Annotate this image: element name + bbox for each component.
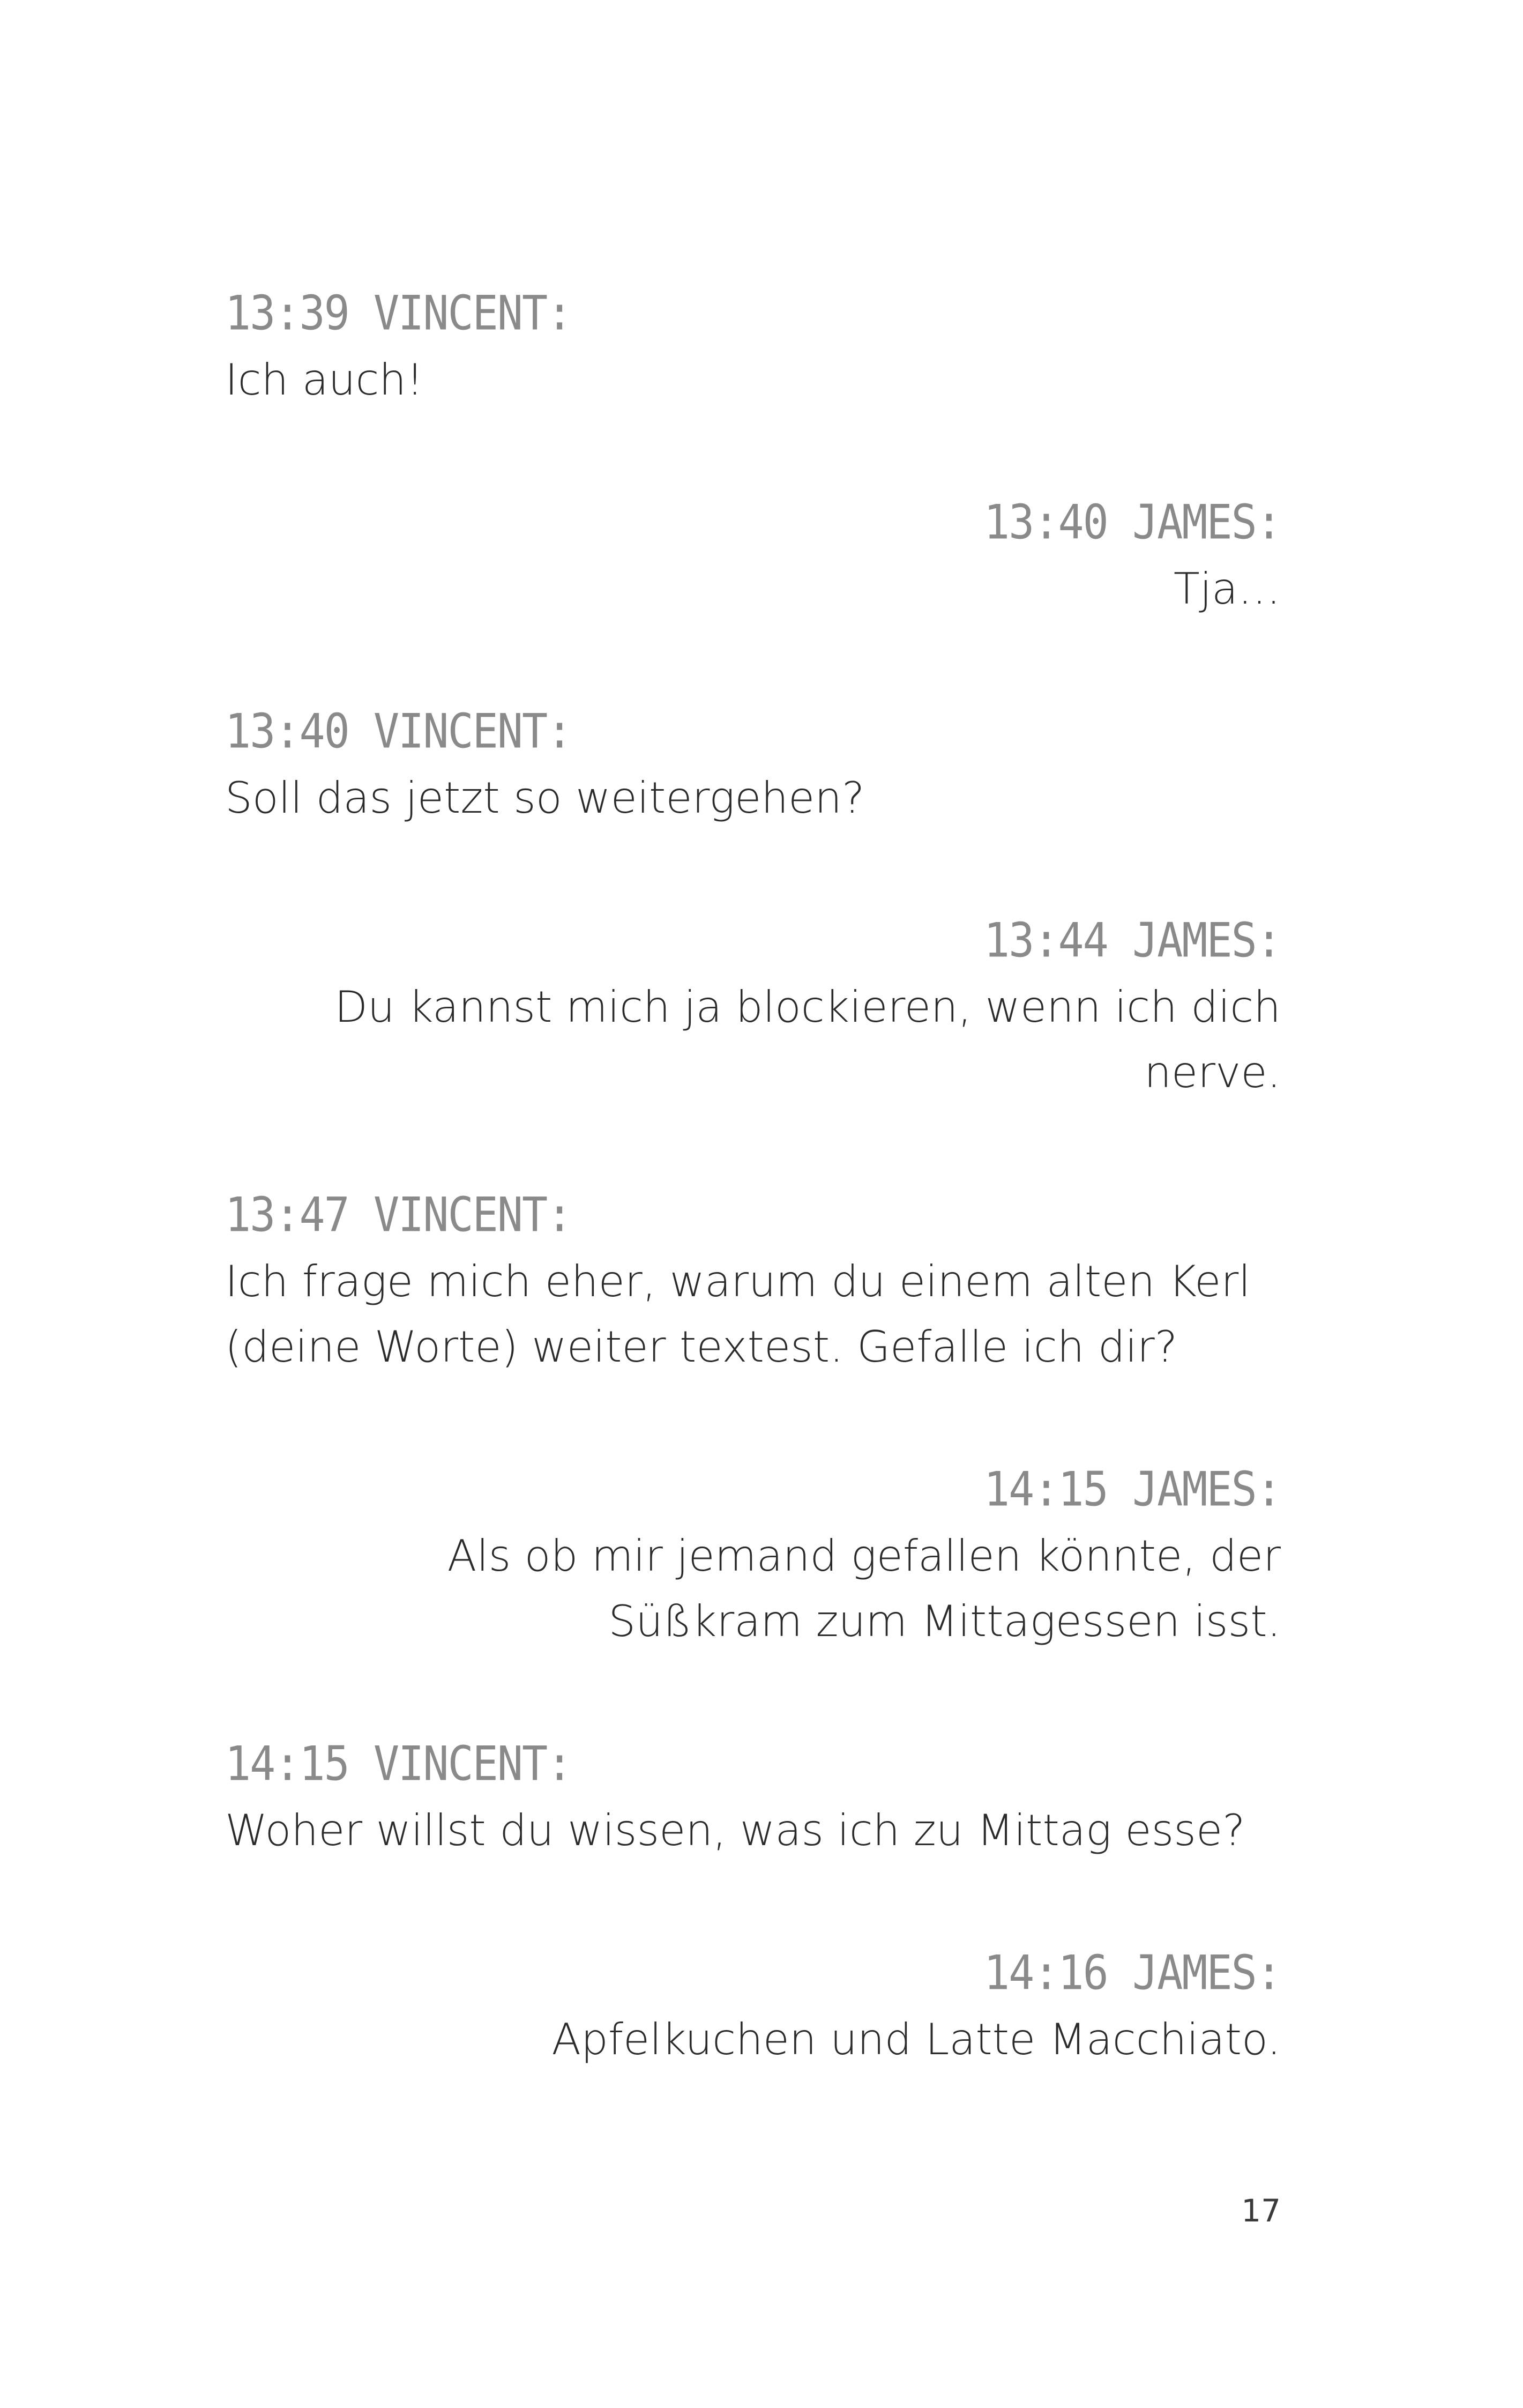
message-vincent: [225, 1186, 1281, 1380]
message-time: 14:15: [984, 1462, 1108, 1517]
message-time: 13:47: [225, 1187, 349, 1243]
message-james: [225, 1460, 1281, 1654]
message-time: 13:40: [225, 704, 349, 759]
message-vincent: [225, 1735, 1281, 1863]
message-sender: VINCENT:: [374, 704, 572, 759]
message-header: [225, 490, 1281, 555]
message-header: [225, 1183, 1281, 1248]
message-vincent: [225, 284, 1281, 413]
message-text: Als ob mir jemand gefallen könnte, der Süßkram zum Mittagessen isst.: [447, 1531, 1281, 1646]
message-time: 13:40: [984, 495, 1108, 550]
message-sender: VINCENT:: [374, 286, 572, 341]
message-text: Woher willst du wissen, was ich zu Mittag esse?: [225, 1805, 1245, 1855]
message-time: 13:39: [225, 286, 349, 341]
message-time: 13:44: [984, 913, 1108, 968]
message-header: [225, 909, 1281, 973]
message-sender: VINCENT:: [374, 1736, 572, 1792]
message-time: 14:15: [225, 1736, 349, 1792]
message-header: [225, 1732, 1281, 1797]
message-time: 14:16: [984, 1945, 1108, 2001]
message-text: Ich auch!: [225, 355, 424, 405]
message-text: Apfelkuchen und Latte Macchiato.: [551, 2015, 1281, 2064]
message-header: [225, 1458, 1281, 1522]
message-james: [225, 493, 1281, 622]
page-number: 17: [1241, 2193, 1281, 2229]
message-sender: JAMES:: [1132, 1945, 1281, 2001]
message-text: Soll das jetzt so weitergehen?: [225, 773, 865, 823]
message-header: [225, 700, 1281, 764]
message-sender: JAMES:: [1132, 913, 1281, 968]
message-text: Tja…: [1173, 564, 1281, 614]
message-sender: VINCENT:: [374, 1187, 572, 1243]
message-james: [225, 1944, 1281, 2072]
chat-transcript: [225, 284, 1281, 2153]
message-sender: JAMES:: [1132, 1462, 1281, 1517]
message-vincent: [225, 702, 1281, 831]
message-sender: JAMES:: [1132, 495, 1281, 550]
message-header: [225, 1941, 1281, 2006]
message-james: [225, 911, 1281, 1105]
message-header: [225, 281, 1281, 346]
message-text: Ich frage mich eher, warum du einem alten Kerl (deine Worte) weiter textest. Gefalle ich dir?: [225, 1257, 1251, 1372]
message-text: Du kannst mich ja blockieren, wenn ich dich nerve.: [334, 982, 1281, 1097]
